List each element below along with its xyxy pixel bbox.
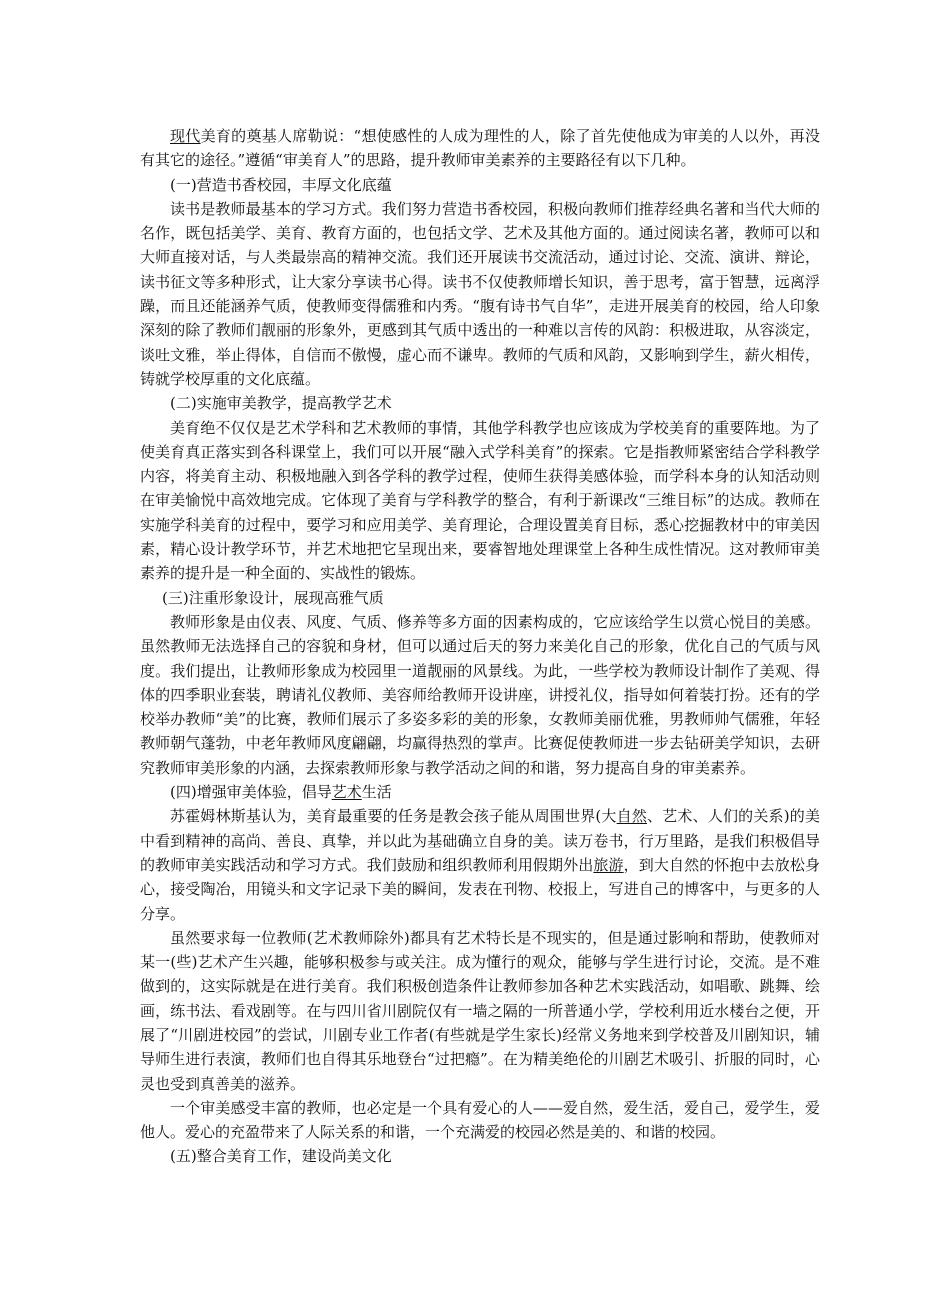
intro-text: 美育的奠基人席勒说：“想使感性的人成为理性的人，除了首先使他成为审美的人以外，再没有其它的途径。”遵循“审美育人”的思路，提升教师审美素养的主要路径有以下几种。 [140, 127, 820, 170]
section-1-paragraph: 读书是教师最基本的学习方式。我们努力营造书香校园，积极向教师们推荐经典名著和当代大师的名作，既包括美学、美育、教育方面的，也包括文学、艺术及其他方面的。通过阅读名著，教师可以和大师直接对话，与人类最崇高的精神交流。我们还开展读书交流活动，通过讨论、交流、演讲、辩论，读书征文等多种形式，让大家分享读书心得。读书不仅使教师增长知识，善于思考，富于智慧，远离浮躁，而且还能涵养气质，使教师变得儒雅和内秀。“腹有诗书气自华”，走进开展美育的校园，给人印象深刻的除了教师们靓丽的形象外，更感到其气质中透出的一种难以言传的风韵：积极进取，从容淡定，谈吐文雅，举止得体，自信而不傲慢，虚心而不谦卑。教师的气质和风韵，又影响到学生，薪火相传，铸就学校厚重的文化底蕴。 [140, 199, 820, 388]
document-body [140, 124, 820, 1169]
section-4-heading [140, 780, 820, 804]
section-3-heading: (三)注重形象设计，展现高雅气质 [162, 588, 384, 607]
link-modern[interactable]: 现代 [170, 127, 201, 145]
link-art[interactable]: 艺术 [331, 783, 362, 802]
section-2-paragraph: 美育绝不仅仅是艺术学科和艺术教师的事情，其他学科教学也应该成为学校美育的重要阵地。为了使美育真正落实到各科课堂上，我们可以开展“融入式学科美育”的探索。它是指教师紧密结合学科教学内容，将美育主动、积极地融入到各学科的教学过程，使师生获得美感体验，而学科本身的认知活动则在审美愉悦中高效地完成。它体现了美育与学科教学的整合，有利于新课改“三维目标”的达成。教师在实施学科美育的过程中，要学习和应用美学、美育理论，合理设置美育目标，悉心挖掘教材中的审美因素，精心设计教学环节，并艺术地把它呈现出来，要睿智地处理课堂上各种生成性情况。这对教师审美素养的提升是一种全面的、实战性的锻炼。 [140, 418, 820, 583]
intro-paragraph [140, 124, 820, 173]
section-4-heading-pre: (四)增强审美体验，倡导 [170, 783, 332, 802]
link-nature[interactable]: 自然 [616, 807, 648, 826]
section-5-heading: (五)整合美育工作，建设尚美文化 [170, 1147, 392, 1166]
section-4-p1-part-b: 、艺术、人们的关系)的美中看到精神的高尚、善良、真挚，并以此为基础确立自身的美。读万卷书，行万里路，是我们积极倡导的教师审美实践活动和学习方式。我们鼓励和组织教师利用假期外出 [140, 807, 820, 874]
section-2-heading: (二)实施审美教学，提高教学艺术 [170, 394, 392, 413]
section-3-paragraph: 教师形象是由仪表、风度、气质、修养等多方面的因素构成的，它应该给学生以赏心悦目的美感。虽然教师无法选择自己的容貌和身材，但可以通过后天的努力来美化自己的形象，优化自己的气质与风度。我们提出，让教师形象成为校园里一道靓丽的风景线。为此，一些学校为教师设计制作了美观、得体的四季职业套装，聘请礼仪教师、美容师给教师开设讲座，讲授礼仪，指导如何着装打扮。还有的学校举办教师“美”的比赛，教师们展示了多姿多彩的美的形象，女教师美丽优雅，男教师帅气儒雅，年轻教师朝气蓬勃，中老年教师风度翩翩，均赢得热烈的掌声。比赛促使教师进一步去钻研美学知识，去研究教师审美形象的内涵，去探索教师形象与教学活动之间的和谐，努力提高自身的审美素养。 [140, 612, 820, 777]
section-4-p1-part-a: 苏霍姆林斯基认为，美育最重要的任务是教会孩子能从周围世界(大 [170, 807, 617, 826]
section-4-p1-part-c: ，到大自然的怀抱中去放松身心，接受陶冶，用镜头和文字记录下美的瞬间，发表在刊物、校报上，写进自己的博客中，与更多的人分享。 [140, 855, 820, 923]
section-4-paragraph-1 [140, 804, 820, 925]
section-4-paragraph-2: 虽然要求每一位教师(艺术教师除外)都具有艺术特长是不现实的，但是通过影响和帮助，使教师对某一(些)艺术产生兴趣，能够积极参与或关注。成为懂行的观众，能够与学生进行讨论，交流。是不难做到的，这实际就是在进行美育。我们积极创造条件让教师参加各种艺术实践活动，如唱歌、跳舞、绘画，练书法、看戏剧等。在与四川省川剧院仅有一墙之隔的一所普通小学，学校利用近水楼台之便，开展了“川剧进校园”的尝试，川剧专业工作者(有些就是学生家长)经常义务地来到学校普及川剧知识，辅导师生进行表演，教师们也自得其乐地登台“过把瘾”。在为精美绝伦的川剧艺术吸引、折服的同时，心灵也受到真善美的滋养。 [140, 928, 820, 1093]
link-travel[interactable]: 旅游 [593, 855, 624, 874]
section-4-heading-post: 生活 [361, 783, 392, 802]
section-4-paragraph-3: 一个审美感受丰富的教师，也必定是一个具有爱心的人——爱自然，爱生活，爱自己，爱学生，爱他人。爱心的充盈带来了人际关系的和谐，一个充满爱的校园必然是美的、和谐的校园。 [140, 1098, 820, 1142]
section-1-heading: (一)营造书香校园，丰厚文化底蕴 [170, 175, 392, 194]
